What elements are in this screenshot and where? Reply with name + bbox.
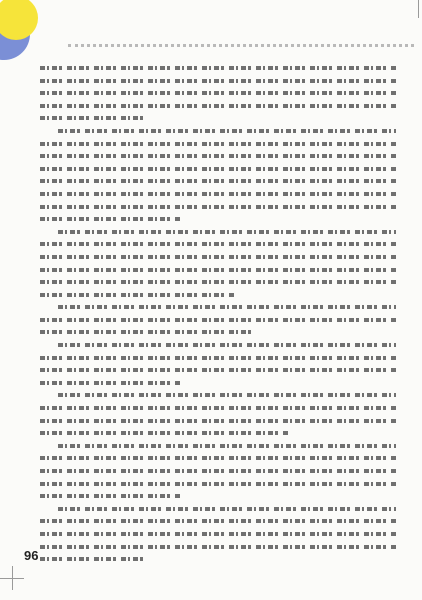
text-line bbox=[40, 79, 396, 83]
text-line bbox=[58, 129, 396, 133]
text-line bbox=[40, 66, 396, 70]
page-number: 96 bbox=[24, 548, 39, 563]
text-line bbox=[40, 494, 182, 498]
text-line bbox=[40, 368, 396, 372]
text-line bbox=[40, 268, 396, 272]
text-line bbox=[40, 318, 396, 322]
header-dotted-rule bbox=[68, 44, 414, 47]
text-line bbox=[40, 242, 396, 246]
text-line bbox=[40, 532, 396, 536]
text-line bbox=[40, 179, 396, 183]
text-line bbox=[40, 205, 396, 209]
text-line bbox=[40, 356, 396, 360]
text-line bbox=[40, 167, 396, 171]
text-line bbox=[40, 91, 396, 95]
text-line bbox=[40, 406, 396, 410]
text-line bbox=[40, 116, 147, 120]
text-line bbox=[40, 545, 396, 549]
text-line bbox=[40, 557, 147, 561]
text-line bbox=[58, 393, 396, 397]
text-line bbox=[40, 431, 289, 435]
text-line bbox=[58, 444, 396, 448]
text-line bbox=[40, 154, 396, 158]
text-line bbox=[58, 507, 396, 511]
text-line bbox=[40, 381, 182, 385]
text-line bbox=[40, 104, 396, 108]
text-line bbox=[40, 330, 254, 334]
text-line bbox=[40, 456, 396, 460]
text-line bbox=[58, 305, 396, 309]
text-line bbox=[40, 142, 396, 146]
text-line bbox=[58, 343, 396, 347]
text-line bbox=[40, 255, 396, 259]
crop-mark bbox=[0, 578, 24, 579]
text-line bbox=[40, 519, 396, 523]
body-text-block bbox=[40, 66, 396, 570]
crop-mark bbox=[418, 0, 419, 18]
text-line bbox=[40, 419, 396, 423]
text-line bbox=[40, 469, 396, 473]
text-line bbox=[58, 230, 396, 234]
text-line bbox=[40, 192, 396, 196]
text-line bbox=[40, 217, 182, 221]
text-line bbox=[40, 280, 396, 284]
text-line bbox=[40, 482, 396, 486]
text-line bbox=[40, 293, 236, 297]
